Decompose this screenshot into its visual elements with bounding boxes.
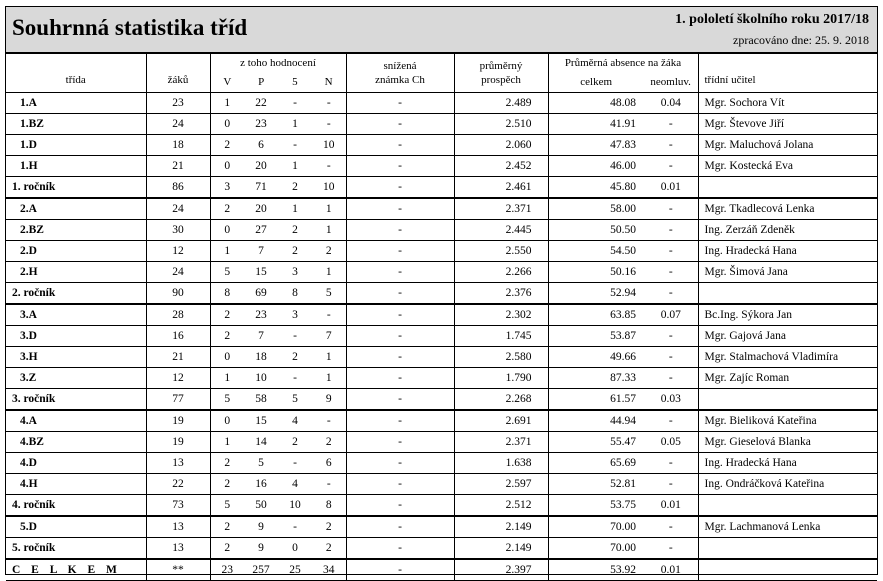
school-period: 1. pololetí školního roku 2017/18 <box>675 12 869 27</box>
cell-average: 2.691 <box>454 410 548 432</box>
cell-teacher <box>698 495 877 517</box>
col-absence-group <box>548 54 698 93</box>
cell-grade-v: 0 <box>210 156 244 177</box>
cell-students: 24 <box>146 262 210 283</box>
cell-grade-n: 8 <box>312 495 346 517</box>
cell-grade-v: 5 <box>210 495 244 517</box>
cell-grade-p: 50 <box>244 495 278 517</box>
cell-average: 1.745 <box>454 326 548 347</box>
cell-absence-unexcused: - <box>644 410 698 432</box>
cell-reduced-grade: - <box>346 135 454 156</box>
cell-students: 86 <box>146 177 210 199</box>
cell-average: 2.266 <box>454 262 548 283</box>
cell-reduced-grade: - <box>346 326 454 347</box>
cell-absence-total: 41.91 <box>548 114 644 135</box>
cell-grade-5: 0 <box>278 538 312 560</box>
cell-grade-p: 20 <box>244 156 278 177</box>
cell-teacher: Mgr. Lachmanová Lenka <box>698 516 877 538</box>
cell-absence-total: 61.57 <box>548 389 644 411</box>
cell-grade-v: 23 <box>210 559 244 581</box>
cell-class: 5. ročník <box>6 538 146 560</box>
cell-absence-total: 53.92 <box>548 559 644 581</box>
cell-average: 2.060 <box>454 135 548 156</box>
cell-grade-p: 15 <box>244 262 278 283</box>
cell-grade-5: 2 <box>278 241 312 262</box>
table-row <box>6 114 877 135</box>
cell-students: 19 <box>146 410 210 432</box>
cell-absence-total: 70.00 <box>548 516 644 538</box>
cell-reduced-grade: - <box>346 198 454 220</box>
cell-students: 13 <box>146 516 210 538</box>
cell-absence-unexcused: - <box>644 262 698 283</box>
cell-grade-5: - <box>278 326 312 347</box>
cell-grade-n: - <box>312 93 346 114</box>
absence-group-label: Průměrná absence na žáka <box>564 57 682 69</box>
cell-grade-n: - <box>312 114 346 135</box>
cell-grade-v: 0 <box>210 410 244 432</box>
table-row <box>6 93 877 114</box>
cell-teacher: Mgr. Števove Jiří <box>698 114 877 135</box>
col-absence-unexcused: neomluv. <box>650 76 691 88</box>
col-v: V <box>223 76 232 88</box>
cell-grade-v: 3 <box>210 177 244 199</box>
cell-grade-n: 7 <box>312 326 346 347</box>
cell-average: 2.512 <box>454 495 548 517</box>
col-class: třída <box>6 54 146 93</box>
year-summary-row <box>6 495 877 517</box>
table-row <box>6 220 877 241</box>
cell-students: 24 <box>146 198 210 220</box>
cell-class: 4.BZ <box>6 432 146 453</box>
cell-grade-v: 1 <box>210 432 244 453</box>
cell-grade-n: 34 <box>312 559 346 581</box>
cell-reduced-grade: - <box>346 177 454 199</box>
cell-reduced-grade: - <box>346 389 454 411</box>
cell-grade-p: 23 <box>244 304 278 326</box>
cell-grade-p: 16 <box>244 474 278 495</box>
cell-average: 2.489 <box>454 93 548 114</box>
cell-grade-p: 14 <box>244 432 278 453</box>
cell-absence-total: 52.81 <box>548 474 644 495</box>
cell-absence-total: 46.00 <box>548 156 644 177</box>
cell-grade-n: 2 <box>312 538 346 560</box>
cell-absence-unexcused: - <box>644 516 698 538</box>
cell-teacher: Mgr. Šimová Jana <box>698 262 877 283</box>
cell-reduced-grade: - <box>346 347 454 368</box>
grades-group-label: z toho hodnocení <box>240 57 316 69</box>
cell-grade-5: 25 <box>278 559 312 581</box>
cell-grade-p: 15 <box>244 410 278 432</box>
cell-grade-5: - <box>278 453 312 474</box>
cell-teacher <box>698 283 877 305</box>
table-row <box>6 262 877 283</box>
cell-grade-n: 6 <box>312 453 346 474</box>
cell-absence-unexcused: 0.05 <box>644 432 698 453</box>
cell-teacher: Mgr. Kostecká Eva <box>698 156 877 177</box>
cell-absence-unexcused: - <box>644 368 698 389</box>
table-row <box>6 198 877 220</box>
cell-students: 21 <box>146 347 210 368</box>
class-statistics-table <box>6 54 877 581</box>
cell-grade-p: 7 <box>244 241 278 262</box>
cell-absence-unexcused: - <box>644 220 698 241</box>
cell-reduced-grade: - <box>346 304 454 326</box>
cell-class: 5.D <box>6 516 146 538</box>
year-summary-row <box>6 283 877 305</box>
cell-grade-p: 23 <box>244 114 278 135</box>
cell-absence-unexcused: - <box>644 326 698 347</box>
cell-class: 1.A <box>6 93 146 114</box>
cell-grade-n: 1 <box>312 220 346 241</box>
cell-grade-5: - <box>278 368 312 389</box>
cell-students: 13 <box>146 538 210 560</box>
cell-absence-total: 49.66 <box>548 347 644 368</box>
cell-reduced-grade: - <box>346 368 454 389</box>
cell-grade-n: - <box>312 304 346 326</box>
cell-average: 2.580 <box>454 347 548 368</box>
cell-teacher: Ing. Hradecká Hana <box>698 241 877 262</box>
cell-students: 90 <box>146 283 210 305</box>
cell-grade-5: 4 <box>278 410 312 432</box>
cell-class: 3.A <box>6 304 146 326</box>
cell-absence-unexcused: - <box>644 241 698 262</box>
cell-grade-n: 1 <box>312 198 346 220</box>
table-row <box>6 135 877 156</box>
cell-grade-p: 9 <box>244 516 278 538</box>
cell-grade-v: 2 <box>210 474 244 495</box>
cell-class: 2.A <box>6 198 146 220</box>
cell-class: 3.D <box>6 326 146 347</box>
cell-reduced-grade: - <box>346 453 454 474</box>
table-row <box>6 368 877 389</box>
cell-students: 73 <box>146 495 210 517</box>
cell-class: 4.H <box>6 474 146 495</box>
cell-average: 2.445 <box>454 220 548 241</box>
cell-students: 21 <box>146 156 210 177</box>
cell-students: ** <box>146 559 210 581</box>
cell-grade-n: 2 <box>312 432 346 453</box>
cell-reduced-grade: - <box>346 241 454 262</box>
cell-grade-5: 1 <box>278 114 312 135</box>
cell-grade-v: 5 <box>210 262 244 283</box>
cell-grade-v: 0 <box>210 347 244 368</box>
year-summary-row <box>6 538 877 560</box>
cell-average: 2.510 <box>454 114 548 135</box>
cell-absence-total: 47.83 <box>548 135 644 156</box>
cell-teacher: Mgr. Maluchová Jolana <box>698 135 877 156</box>
cell-reduced-grade: - <box>346 410 454 432</box>
cell-grade-v: 0 <box>210 220 244 241</box>
cell-teacher <box>698 538 877 560</box>
cell-teacher: Mgr. Gajová Jana <box>698 326 877 347</box>
col-grades-group <box>210 54 346 93</box>
cell-absence-unexcused: - <box>644 474 698 495</box>
table-row <box>6 516 877 538</box>
cell-class: 2.D <box>6 241 146 262</box>
cell-reduced-grade: - <box>346 538 454 560</box>
cell-class: 3. ročník <box>6 389 146 411</box>
cell-teacher <box>698 559 877 581</box>
cell-teacher: Mgr. Bieliková Kateřina <box>698 410 877 432</box>
cell-students: 18 <box>146 135 210 156</box>
cell-grade-n: 2 <box>312 241 346 262</box>
cell-grade-p: 27 <box>244 220 278 241</box>
cell-teacher <box>698 389 877 411</box>
cell-absence-total: 45.80 <box>548 177 644 199</box>
cell-grade-p: 257 <box>244 559 278 581</box>
cell-absence-unexcused: - <box>644 135 698 156</box>
cell-teacher: Ing. Hradecká Hana <box>698 453 877 474</box>
cell-grade-5: 2 <box>278 347 312 368</box>
processed-date: zpracováno dne: 25. 9. 2018 <box>733 33 869 47</box>
table-body <box>6 93 877 581</box>
table-row <box>6 410 877 432</box>
cell-grade-p: 20 <box>244 198 278 220</box>
cell-students: 23 <box>146 93 210 114</box>
cell-absence-total: 44.94 <box>548 410 644 432</box>
cell-class: 1.D <box>6 135 146 156</box>
cell-absence-unexcused: 0.01 <box>644 177 698 199</box>
cell-reduced-grade: - <box>346 283 454 305</box>
cell-absence-unexcused: - <box>644 453 698 474</box>
cell-grade-v: 2 <box>210 453 244 474</box>
cell-teacher <box>698 177 877 199</box>
cell-grade-v: 1 <box>210 241 244 262</box>
grand-total-row <box>6 559 877 581</box>
table-row <box>6 326 877 347</box>
cell-grade-v: 2 <box>210 304 244 326</box>
cell-grade-v: 1 <box>210 368 244 389</box>
cell-teacher: Mgr. Gieselová Blanka <box>698 432 877 453</box>
cell-grade-n: 1 <box>312 368 346 389</box>
cell-class: 2.BZ <box>6 220 146 241</box>
cell-absence-unexcused: 0.01 <box>644 559 698 581</box>
cell-grade-v: 1 <box>210 93 244 114</box>
cell-average: 2.149 <box>454 516 548 538</box>
cell-grade-5: 3 <box>278 262 312 283</box>
cell-average: 2.376 <box>454 283 548 305</box>
cell-average: 2.597 <box>454 474 548 495</box>
cell-grade-n: - <box>312 410 346 432</box>
cell-grade-5: 1 <box>278 198 312 220</box>
cell-absence-unexcused: 0.03 <box>644 389 698 411</box>
cell-grade-n: 9 <box>312 389 346 411</box>
cell-grade-p: 69 <box>244 283 278 305</box>
cell-absence-unexcused: - <box>644 347 698 368</box>
cell-teacher: Bc.Ing. Sýkora Jan <box>698 304 877 326</box>
cell-absence-total: 52.94 <box>548 283 644 305</box>
cell-grade-p: 7 <box>244 326 278 347</box>
cell-grade-5: 1 <box>278 156 312 177</box>
cell-reduced-grade: - <box>346 220 454 241</box>
cell-grade-p: 58 <box>244 389 278 411</box>
cell-reduced-grade: - <box>346 516 454 538</box>
cell-students: 24 <box>146 114 210 135</box>
cell-absence-total: 50.16 <box>548 262 644 283</box>
cell-grade-v: 2 <box>210 326 244 347</box>
cell-grade-p: 6 <box>244 135 278 156</box>
col-p: P <box>258 76 265 88</box>
cell-absence-unexcused: - <box>644 283 698 305</box>
cell-grade-v: 2 <box>210 516 244 538</box>
title-bar <box>6 7 877 54</box>
cell-grade-5: 8 <box>278 283 312 305</box>
cell-absence-total: 53.75 <box>548 495 644 517</box>
cell-reduced-grade: - <box>346 114 454 135</box>
cell-grade-p: 10 <box>244 368 278 389</box>
cell-grade-5: 4 <box>278 474 312 495</box>
cell-reduced-grade: - <box>346 432 454 453</box>
cell-grade-5: - <box>278 93 312 114</box>
cell-class: 2.H <box>6 262 146 283</box>
cell-reduced-grade: - <box>346 262 454 283</box>
cell-absence-total: 87.33 <box>548 368 644 389</box>
cell-absence-total: 55.47 <box>548 432 644 453</box>
year-summary-row <box>6 389 877 411</box>
cell-teacher: Mgr. Tkadlecová Lenka <box>698 198 877 220</box>
cell-class: 3.Z <box>6 368 146 389</box>
cell-grade-v: 8 <box>210 283 244 305</box>
cell-grade-5: 10 <box>278 495 312 517</box>
cell-absence-unexcused: 0.07 <box>644 304 698 326</box>
cell-students: 77 <box>146 389 210 411</box>
cell-grade-p: 5 <box>244 453 278 474</box>
cell-absence-total: 70.00 <box>548 538 644 560</box>
col-average: průměrný prospěch <box>454 54 548 93</box>
cell-average: 2.268 <box>454 389 548 411</box>
cell-grade-p: 71 <box>244 177 278 199</box>
cell-grade-5: 2 <box>278 177 312 199</box>
cell-students: 19 <box>146 432 210 453</box>
table-row <box>6 156 877 177</box>
table-row <box>6 474 877 495</box>
cell-class: 3.H <box>6 347 146 368</box>
cell-grade-n: 5 <box>312 283 346 305</box>
cell-reduced-grade: - <box>346 559 454 581</box>
cell-teacher: Mgr. Sochora Vít <box>698 93 877 114</box>
cell-absence-unexcused: 0.04 <box>644 93 698 114</box>
cell-grade-5: - <box>278 516 312 538</box>
cell-class: 1.H <box>6 156 146 177</box>
table-row <box>6 347 877 368</box>
cell-students: 12 <box>146 241 210 262</box>
cell-grade-v: 2 <box>210 198 244 220</box>
col-teacher: třídní učitel <box>698 54 877 93</box>
cell-average: 2.149 <box>454 538 548 560</box>
cell-grade-n: 1 <box>312 262 346 283</box>
col-n: N <box>324 76 333 88</box>
cell-reduced-grade: - <box>346 93 454 114</box>
cell-reduced-grade: - <box>346 495 454 517</box>
cell-grade-5: 2 <box>278 432 312 453</box>
cell-average: 2.371 <box>454 198 548 220</box>
cell-teacher: Mgr. Stalmachová Vladimíra <box>698 347 877 368</box>
col-five: 5 <box>292 76 298 88</box>
cell-class: 1. ročník <box>6 177 146 199</box>
cell-grade-p: 9 <box>244 538 278 560</box>
cell-class: 2. ročník <box>6 283 146 305</box>
cell-average: 2.461 <box>454 177 548 199</box>
table-header-row <box>6 54 877 93</box>
cell-class: 1.BZ <box>6 114 146 135</box>
cell-grade-n: 2 <box>312 516 346 538</box>
cell-grade-n: - <box>312 474 346 495</box>
cell-students: 16 <box>146 326 210 347</box>
year-summary-row <box>6 177 877 199</box>
cell-grade-n: - <box>312 156 346 177</box>
table-row <box>6 304 877 326</box>
col-students: žáků <box>146 54 210 93</box>
cell-grade-5: - <box>278 135 312 156</box>
cell-absence-total: 50.50 <box>548 220 644 241</box>
cell-absence-total: 53.87 <box>548 326 644 347</box>
cell-grade-p: 18 <box>244 347 278 368</box>
cell-absence-total: 48.08 <box>548 93 644 114</box>
cell-average: 2.397 <box>454 559 548 581</box>
cell-teacher: Mgr. Zajíc Roman <box>698 368 877 389</box>
cell-grade-p: 22 <box>244 93 278 114</box>
table-row <box>6 432 877 453</box>
cell-average: 1.638 <box>454 453 548 474</box>
cell-students: 30 <box>146 220 210 241</box>
cell-average: 2.452 <box>454 156 548 177</box>
cell-students: 13 <box>146 453 210 474</box>
cell-average: 2.302 <box>454 304 548 326</box>
cell-grade-v: 2 <box>210 538 244 560</box>
cell-grade-v: 5 <box>210 389 244 411</box>
cell-absence-unexcused: - <box>644 156 698 177</box>
cell-absence-total: 63.85 <box>548 304 644 326</box>
cell-students: 22 <box>146 474 210 495</box>
cell-grade-n: 10 <box>312 177 346 199</box>
cell-grade-v: 2 <box>210 135 244 156</box>
cell-absence-total: 65.69 <box>548 453 644 474</box>
cell-reduced-grade: - <box>346 156 454 177</box>
cell-average: 2.371 <box>454 432 548 453</box>
cell-absence-unexcused: - <box>644 198 698 220</box>
cell-absence-total: 58.00 <box>548 198 644 220</box>
col-reduced-grade: snížená známka Ch <box>346 54 454 93</box>
cell-average: 1.790 <box>454 368 548 389</box>
cell-class: 4.A <box>6 410 146 432</box>
cell-class: 4.D <box>6 453 146 474</box>
table-row <box>6 241 877 262</box>
cell-absence-unexcused: - <box>644 114 698 135</box>
cell-students: 28 <box>146 304 210 326</box>
col-absence-total: celkem <box>580 76 613 88</box>
cell-grade-5: 3 <box>278 304 312 326</box>
page-title: Souhrnná statistika tříd <box>12 15 248 40</box>
cell-teacher: Ing. Ondráčková Kateřina <box>698 474 877 495</box>
cell-grade-v: 0 <box>210 114 244 135</box>
cell-absence-unexcused: - <box>644 538 698 560</box>
cell-class: 4. ročník <box>6 495 146 517</box>
cell-absence-unexcused: 0.01 <box>644 495 698 517</box>
cell-teacher: Ing. Zerzáň Zdeněk <box>698 220 877 241</box>
cell-class: C E L K E M <box>6 559 146 581</box>
cell-grade-5: 5 <box>278 389 312 411</box>
table-row <box>6 453 877 474</box>
cell-students: 12 <box>146 368 210 389</box>
statistics-sheet <box>5 6 878 575</box>
cell-grade-n: 1 <box>312 347 346 368</box>
cell-average: 2.550 <box>454 241 548 262</box>
cell-grade-5: 2 <box>278 220 312 241</box>
cell-reduced-grade: - <box>346 474 454 495</box>
cell-absence-total: 54.50 <box>548 241 644 262</box>
cell-grade-n: 10 <box>312 135 346 156</box>
